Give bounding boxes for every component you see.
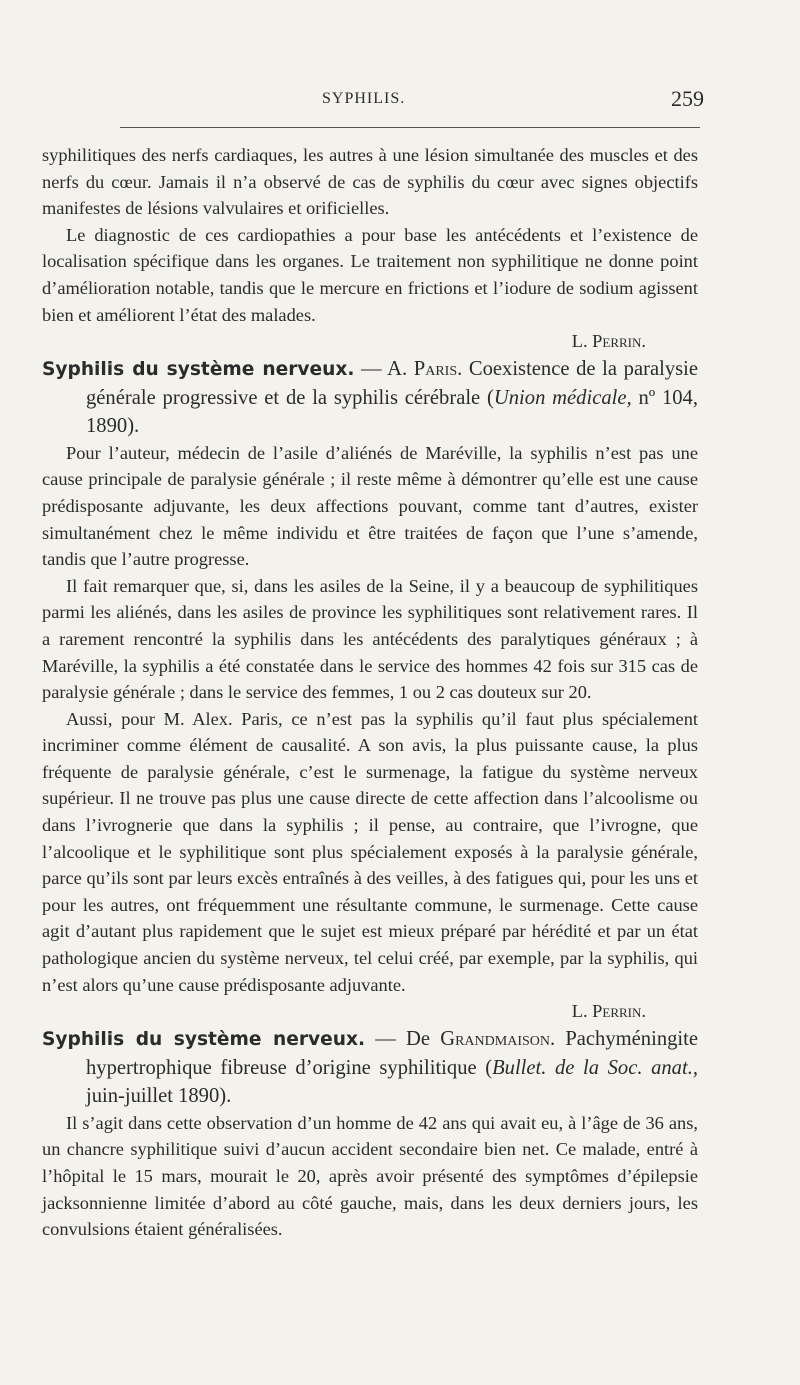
paragraph: Le diagnostic de ces cardiopathies a pour base les antécédents et l’existence de localisation spécifique dans les organes. Le traitement non syphilitique ne donne point d’amélioration notable, tandis que le mercure en frictions et l’iodure de sodium agissent bien et améliorent l’état des malades. (42, 224, 698, 325)
running-head: SYPHILIS. (322, 90, 406, 107)
paragraph: Aussi, pour M. Alex. Paris, ce n’est pas la syphilis qu’il faut plus spécialement incriminer comme élément de causalité. A son avis, la plus puissante cause, la plus fréquente de paralysie générale, c’est le surmenage, la fatigue du système nerveux supérieur. Il ne trouve pas plus une cause directe de cette affection dans l’alcoolisme ou dans l’ivrognerie que dans la syphilis ; il pense, au contraire, que l’ivrogne, que l’alcoolique et le syphilitique sont plus spécialement exposés à la paralysie générale, parce qu’ils sont par leurs excès entraînés à des veilles, à des fatigues qui, pour les uns et pour les autres, ont fréquemment une résultante commune, le surmenage. Cette cause agit d’autant plus rapidement que le sujet est mieux préparé par hérédité et par un état pathologique ancien du système nerveux, tel celui créé, par exemple, par la syphilis, qui n’est alors qu’une cause prédisposante adjuvante. (42, 708, 698, 995)
journal-name: Union médicale, (493, 386, 632, 409)
article-heading: Syphilis du système nerveux. (42, 1028, 366, 1050)
journal-name: Bullet. de la Soc. anat., (492, 1056, 698, 1079)
page-header (40, 84, 704, 114)
article-author: Paris. (413, 357, 463, 380)
article-heading: Syphilis du système nerveux. (42, 358, 355, 380)
page-number: 259 (671, 86, 704, 111)
paragraph: syphilitiques des nerfs cardiaques, les autres à une lésion simultanée des muscles et des nerfs du cœur. Jamais il n’a observé de cas de syphilis du cœur avec signes objectifs manifestes de lésions valvulaires et orificielles. (42, 145, 698, 219)
paragraph: Il s’agit dans cette observation d’un homme de 42 ans qui avait eu, à l’âge de 36 ans, un chancre syphilitique suivi d’aucun accident secondaire bien net. Ce malade, entré à l’hôpital le 15 mars, mourait le 20, après avoir présenté des symptômes d’épilepsie jacksonnienne limitée d’abord au côté gauche, mais, dans les deux derniers jours, les convulsions étaient généralisées. (42, 1112, 698, 1240)
header-rule (120, 127, 700, 128)
article-title: Syphilis du système nerveux. — A. Paris. Coexistence de la paralysie générale progressive et de la syphilis cérébrale (Union médicale, nº 104, 1890). (42, 357, 698, 437)
paragraph: Pour l’auteur, médecin de l’asile d’aliénés de Maréville, la syphilis n’est pas une cause principale de paralysie générale ; il reste même à démontrer qu’elle est une cause prédisposante adjuvante, les deux affections pouvant, comme tant d’autres, exister simultanément chez le même individu et être traitées de façon que l’une s’amende, tandis que l’autre progresse. (42, 442, 698, 570)
signature: L. Perrin. (571, 1001, 646, 1022)
article-title: Syphilis du système nerveux. — De Grandmaison. Pachyméningite hypertrophique fibreuse d’origine syphilitique (Bullet. de la Soc. anat., juin-juillet 1890). (42, 1027, 698, 1107)
body-text (42, 142, 698, 1243)
signature: L. Perrin. (571, 331, 646, 352)
article-author: Grandmaison. (440, 1027, 556, 1050)
paragraph: Il fait remarquer que, si, dans les asiles de la Seine, il y a beaucoup de syphilitiques parmi les aliénés, dans les asiles de province les syphilitiques sont relativement rares. Il a rarement rencontré la syphilis dans les antécédents des paralytiques généraux ; à Maréville, la syphilis a été constatée dans le service des hommes 42 fois sur 315 cas de paralysie générale ; dans le service des femmes, 1 ou 2 cas douteux sur 20. (42, 575, 698, 703)
